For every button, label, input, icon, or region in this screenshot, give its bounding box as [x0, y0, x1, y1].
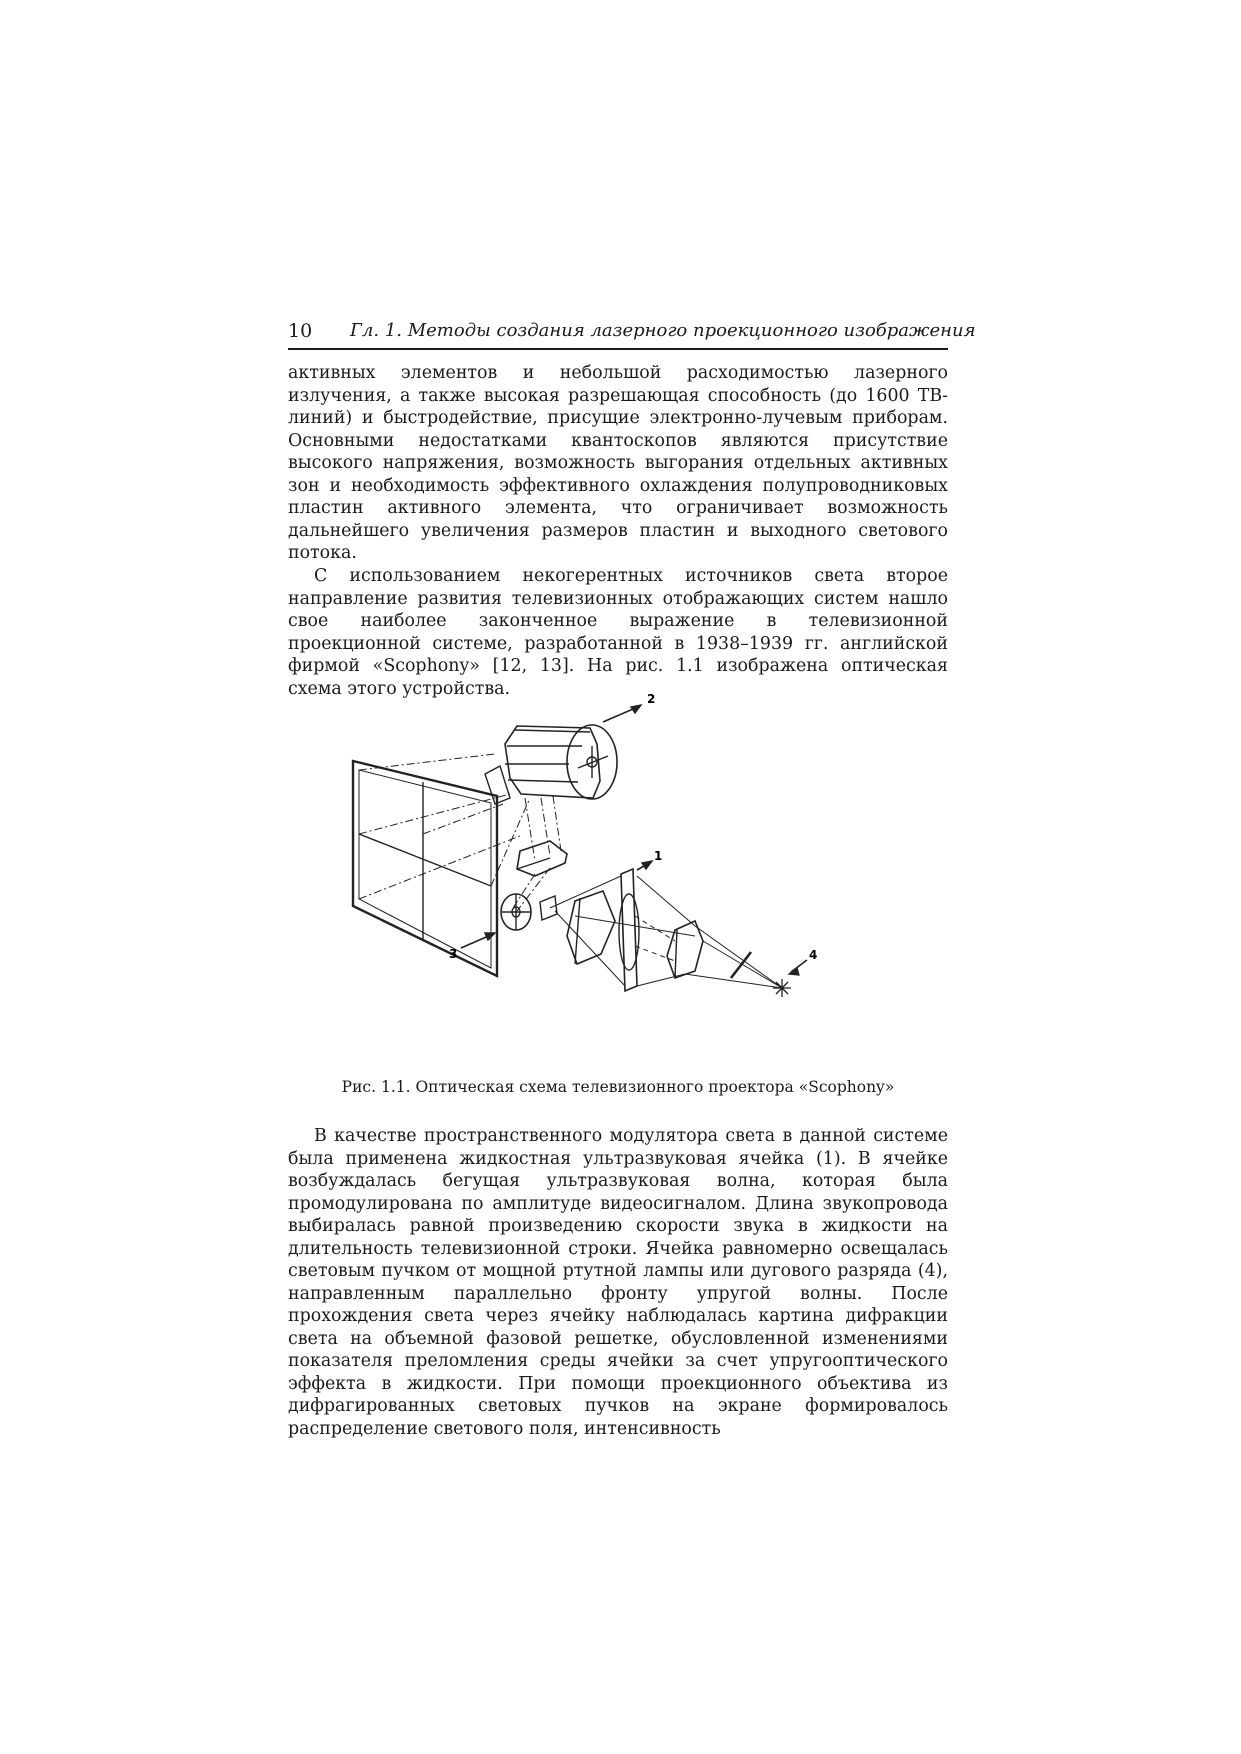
label-1: 1 — [654, 849, 663, 863]
page-number: 10 — [288, 320, 313, 342]
page-header — [288, 318, 976, 350]
paragraph-3: В качестве пространственного модулятора света в данной системе была применена жидкостная ультразвуковая ячейка (1). В ячейке возбуждалась бегущая ультразвуковая волна, которая была промодулирована по амплитуде видеосигналом. Длина звукопровода выбиралась равной произведению скорости звука в жидкости на длительность телевизионной строки. Ячейка равномерно освещалась световым пучком от мощной ртутной лампы или дугового разряда (4), направленным параллельно фронту упругой волны. После прохождения света через ячейку наблюдалась картина дифракции света на объемной фазовой решетке, обусловленной изменениями показателя преломления среды ячейки за счет упругооптического эффекта в жидкости. При помощи проекционного объектива из дифрагированных световых пучков на экране формировалось распределение светового поля, интенсивность — [288, 1126, 948, 1439]
projection-screen — [353, 761, 497, 976]
light-source — [773, 960, 807, 997]
optical-scheme-figure — [345, 686, 885, 1066]
running-title: Гл. 1. Методы создания лазерного проекционного изображения — [350, 320, 976, 341]
cylindrical-lens — [517, 841, 567, 876]
lens-cluster-b — [667, 921, 703, 978]
paragraph-2: С использованием некогерентных источников света второе направление развития телевизионных отображающих систем нашло свое наиболее законченное выражение в телевизионной проекционной системе, разработанной в 1938–1939 гг. английской фирмой «Scophony» [12, 13]. На рис. 1.1 изображена оптическая схема этого устройства. — [288, 566, 948, 699]
label-3: 3 — [449, 947, 458, 961]
mirror-drum — [505, 705, 641, 799]
label-2: 2 — [647, 692, 656, 706]
paragraph-1: активных элементов и небольшой расходимостью лазерного излучения, а также высокая разрешающая способность (до 1600 ТВ-линий) и быстродействие, присущие электронно-лучевым приборам. Основными недостатками квантоскопов являются присутствие высокого напряжения, возможность выгорания отдельных активных зон и необходимость эффективного охлаждения полупроводниковых пластин активного элемента, что ограничивает возможность дальнейшего увеличения размеров пластин и выходного светового потока. — [288, 363, 948, 563]
label-4: 4 — [809, 948, 818, 962]
figure-caption: Рис. 1.1. Оптическая схема телевизионного проектора «Scophony» — [341, 1078, 895, 1096]
lens-cluster-a — [567, 891, 615, 964]
scanning-disc — [461, 894, 557, 948]
